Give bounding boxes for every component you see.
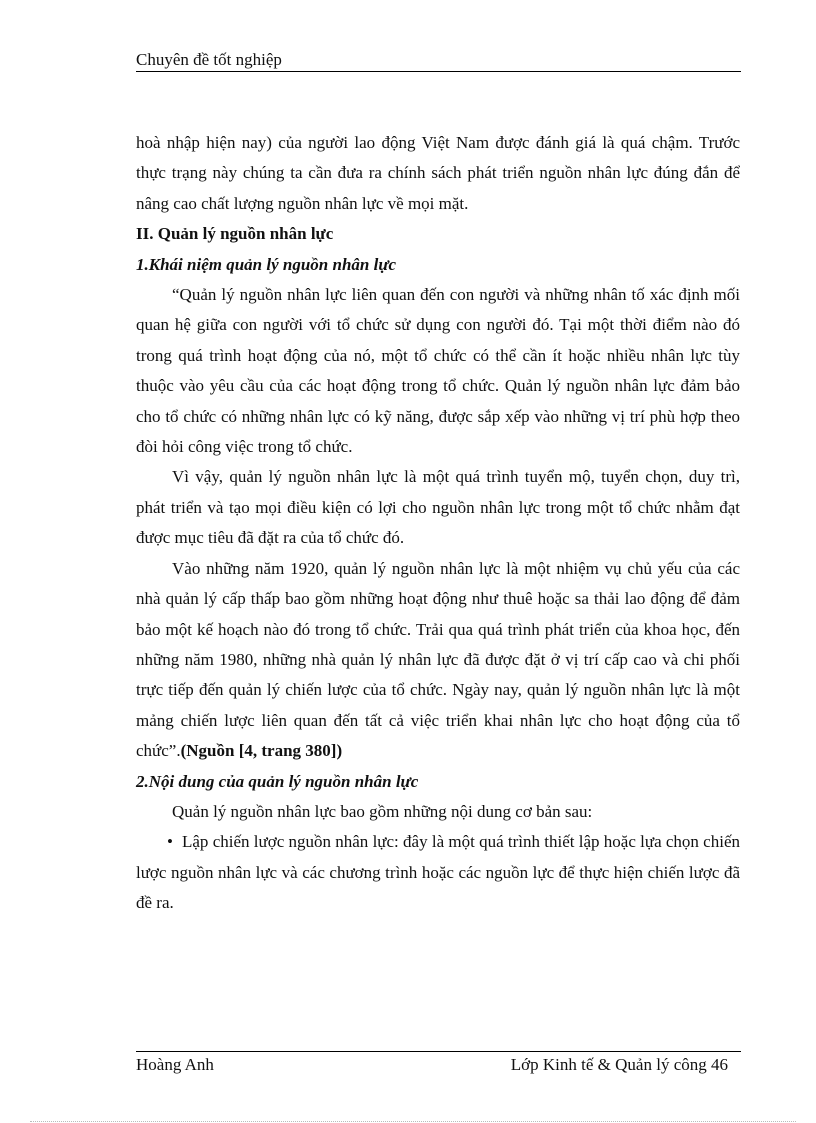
paragraph-2: “Quản lý nguồn nhân lực liên quan đến con người và những nhân tố xác định mối quan hệ giữa con người với tổ chức sử dụng con người đó. Tại một thời điểm nào đó trong quá trình hoạt động của nó, một tổ chức có thể cần ít hoặc nhiều nhân lực tùy thuộc vào yêu cầu của các hoạt động trong tổ chức. Quản lý nguồn nhân lực đảm bảo cho tổ chức có những nhân lực có kỹ năng, được sắp xếp vào những vị trí phù hợp theo đòi hỏi công việc trong tổ chức. [136, 285, 740, 457]
paragraph-4 [136, 554, 740, 767]
footer-divider [136, 1051, 741, 1052]
document-body [136, 128, 740, 919]
footer-class: Lớp Kinh tế & Quản lý công 46 [510, 1055, 728, 1074]
subsection-heading-2: 2.Nội dung của quản lý nguồn nhân lực [136, 771, 419, 791]
section-heading-ii: II. Quản lý nguồn nhân lực [136, 224, 334, 244]
paragraph-4-text: Vào những năm 1920, quản lý nguồn nhân lực là một nhiệm vụ chủ yếu của các nhà quản lý cấp thấp bao gồm những hoạt động như thuê hoặc sa thải lao động để đảm bảo một kế hoạch nào đó trong tổ chức. Trải qua quá trình phát triển của khoa học, đến những năm 1980, những nhà quản lý nhân lực đã được đặt ở vị trí cấp cao và chi phối trực tiếp đến quản lý chiến lược của tổ chức. Ngày nay, quản lý nguồn nhân lực là một mảng chiến lược liên quan đến tất cả việc triển khai nhân lực cho hoạt động của tổ chức”. [136, 558, 740, 761]
subsection-heading-1: 1.Khái niệm quản lý nguồn nhân lực [136, 254, 397, 274]
paragraph-1: hoà nhập hiện nay) của người lao động Việt Nam được đánh giá là quá chậm. Trước thực trạng này chúng ta cần đưa ra chính sách phát triển nguồn nhân lực đúng đắn để nâng cao chất lượng nguồn nhân lực về mọi mặt. [136, 133, 740, 213]
header-title: Chuyên đề tốt nghiệp [136, 50, 282, 69]
bullet-icon: • [167, 832, 173, 852]
bullet-item [136, 827, 740, 918]
paragraph-5: Quản lý nguồn nhân lực bao gồm những nội dung cơ bản sau: [172, 801, 593, 821]
source-citation: (Nguồn [4, trang 380]) [180, 741, 343, 761]
paragraph-3: Vì vậy, quản lý nguồn nhân lực là một quá trình tuyển mộ, tuyển chọn, duy trì, phát triển và tạo mọi điều kiện có lợi cho nguồn nhân lực trong một tổ chức nhằm đạt được mục tiêu đã đặt ra của tổ chức đó. [136, 467, 740, 548]
header-divider [136, 71, 741, 72]
footer-author: Hoàng Anh [136, 1055, 214, 1074]
bullet-item-text: Lập chiến lược nguồn nhân lực: đây là một quá trình thiết lập hoặc lựa chọn chiến lược nguồn nhân lực và các chương trình hoặc các nguồn lực để thực hiện chiến lược đã đề ra. [136, 832, 740, 913]
page-edge-divider [30, 1121, 796, 1122]
